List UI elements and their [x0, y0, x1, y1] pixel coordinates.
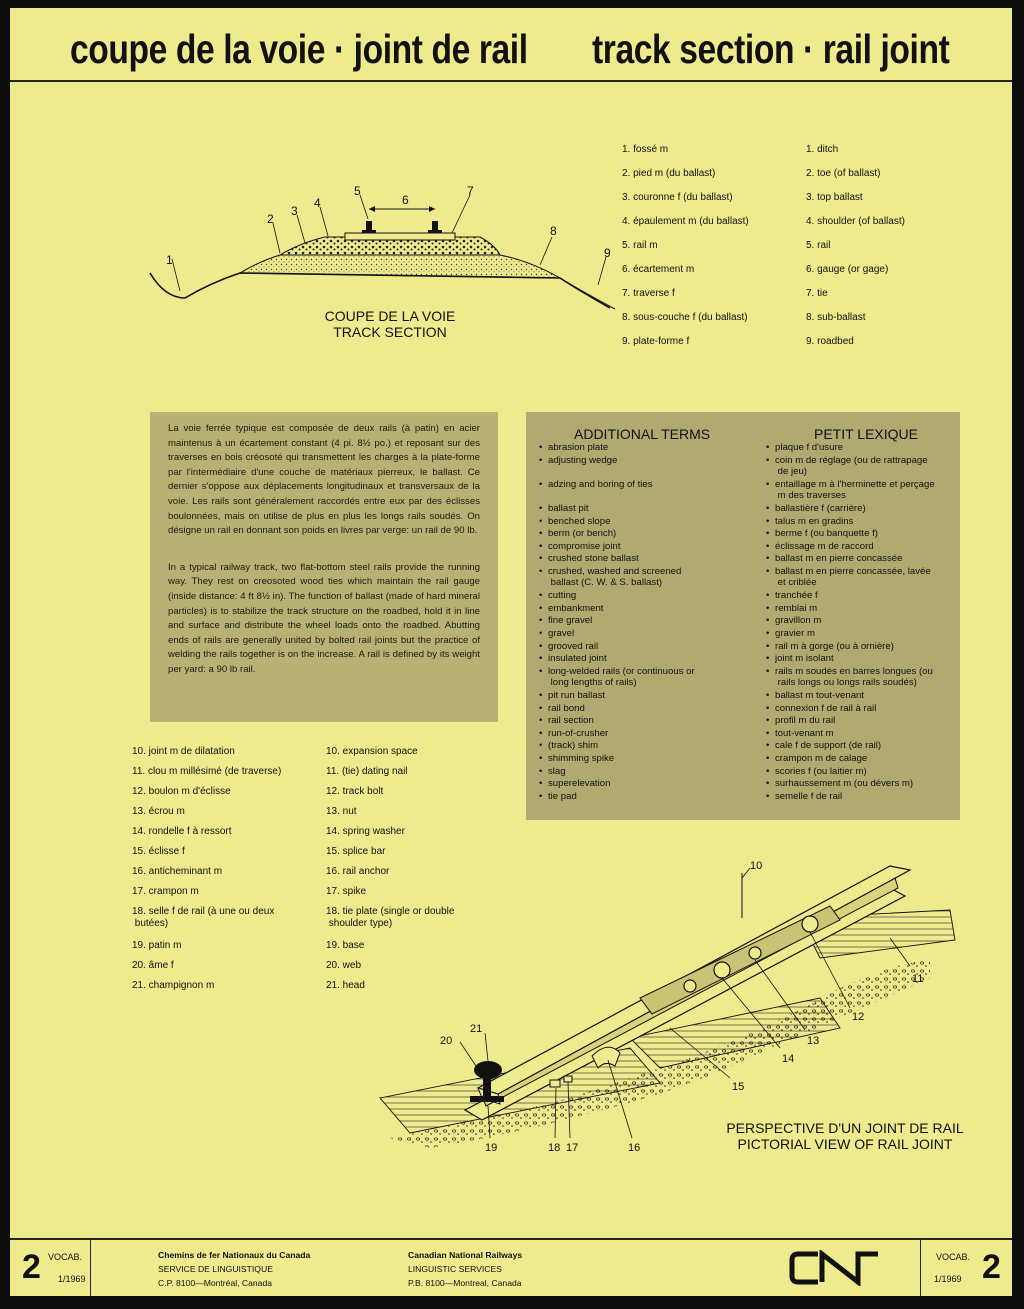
lexicon-term-fr: • coin m de réglage (ou de rattrapage de jeu) [766, 454, 928, 477]
lexicon-term-en: • long-welded rails (or continuous or long lengths of rails) [539, 665, 695, 688]
lexicon-term-en-text: cutting [548, 590, 577, 602]
lexicon-term-fr: • rails m soudés en barres longues (ou rails longs ou longs rails soudés) [766, 665, 933, 688]
diagram-callout: 3 [291, 204, 298, 218]
lexicon-term-fr-text: talus m en gradins [775, 515, 854, 527]
term-fr: 5. rail m [622, 240, 658, 251]
lexicon-term-en-text: (track) shim [548, 740, 599, 752]
date-left: 1/1969 [58, 1274, 86, 1284]
lexicon-term-fr: • scories f (ou laitier m) [766, 765, 867, 777]
track-section-caption [300, 308, 480, 340]
lexicon-term-en-text: fine gravel [548, 615, 593, 627]
lexicon-term-en: • adjusting wedge [539, 454, 618, 466]
term-fr: 6. écartement m [622, 264, 695, 275]
term-en: 8. sub-ballast [806, 312, 866, 323]
track-section-diagram [140, 173, 620, 313]
lexicon-term-fr: • éclissage m de raccord [766, 540, 874, 552]
diagram-callout: 4 [314, 196, 321, 210]
diagram-callout: 15 [732, 1081, 745, 1093]
term-en: 12. track bolt [326, 786, 384, 797]
lexicon-term-en: • rail section [539, 715, 594, 727]
lexicon-term-en: • rail bond [539, 702, 585, 714]
lexicon-term-fr-text: cale f de support (de rail) [775, 740, 882, 752]
lexicon-term-fr-text: ballastière f (carrière) [775, 503, 866, 514]
diagram-callout: 17 [566, 1142, 579, 1154]
lexicon-term-fr-text: surhaussement m (ou dévers m) [775, 778, 914, 790]
lexicon-term-fr-text: entaillage m à l'herminette et perçage m des traverses [775, 478, 935, 501]
term-en: 10. expansion space [326, 746, 418, 757]
en-org: Canadian National Railways [408, 1250, 523, 1260]
lexicon-term-en: • abrasion plate [539, 442, 609, 453]
fr-addr: C.P. 8100—Montréal, Canada [158, 1278, 273, 1288]
term-fr: 7. traverse f [622, 288, 675, 299]
vocab-label-right: VOCAB. [936, 1252, 971, 1262]
term-en: 21. head [326, 980, 365, 991]
footer-divider-left [90, 1238, 91, 1296]
lexicon-term-en: • grooved rail [539, 640, 599, 652]
lexicon-term-en-text: slag [548, 765, 566, 777]
lexicon-term-en-text: rail section [548, 715, 594, 727]
diagram-callout: 19 [485, 1142, 498, 1154]
term-en: 1. ditch [806, 144, 839, 155]
term-fr: 11. clou m millésimé (de traverse) [132, 766, 282, 777]
lexicon-term-fr: • gravillon m [766, 615, 822, 627]
diagram-callout: 9 [604, 246, 611, 260]
lexicon-term-en: • pit run ballast [539, 690, 606, 701]
term-fr: 8. sous-couche f (du ballast) [622, 312, 748, 323]
lexicon-term-fr-text: joint m isolant [775, 653, 834, 665]
lexicon-term-en: • berm (or bench) [539, 528, 617, 540]
joint-caption [710, 1120, 980, 1152]
term-en: 7. tie [806, 288, 828, 299]
caption-fr: PERSPECTIVE D'UN JOINT DE RAIL [726, 1120, 964, 1136]
lexicon-term-fr-text: plaque f d'usure [775, 442, 843, 453]
lexicon-term-fr: • cale f de support (de rail) [766, 740, 882, 752]
lexicon-term-fr: • crampon m de calage [766, 753, 868, 764]
lexicon-term-fr: • semelle f de rail [766, 790, 843, 802]
lexicon-term-fr: • berme f (ou banquette f) [766, 528, 878, 540]
term-en: 16. rail anchor [326, 866, 390, 877]
caption-fr: COUPE DE LA VOIE [324, 308, 456, 324]
term-en: 6. gauge (or gage) [806, 264, 889, 275]
diagram-callout: 6 [402, 193, 409, 207]
lexicon-term-fr-text: éclissage m de raccord [775, 540, 874, 552]
lexicon-term-en: • crushed, washed and screened ballast (C. W. & S. ballast) [539, 566, 682, 588]
lexicon-term-fr: • remblai m [766, 602, 818, 614]
footer-english-org [408, 1248, 522, 1290]
lexicon-term-en: • gravel [539, 628, 575, 639]
term-fr: 13. écrou m [132, 806, 185, 817]
lexicon-term-en: • superelevation [539, 778, 611, 790]
diagram-callout: 8 [550, 224, 557, 238]
term-fr: 16. anticheminant m [132, 866, 223, 877]
diagram-callout: 2 [267, 212, 274, 226]
term-fr: 2. pied m (du ballast) [622, 168, 716, 179]
lexicon-term-en-text: crushed, washed and screened ballast (C. W. & S. ballast) [548, 566, 682, 588]
term-en: 20. web [326, 960, 362, 971]
vocab-label-left: VOCAB. [48, 1252, 83, 1262]
lexicon-box [526, 412, 960, 820]
lexicon-term-en-text: grooved rail [548, 640, 599, 652]
term-fr: 4. épaulement m (du ballast) [622, 216, 749, 227]
lexicon-term-fr-text: coin m de réglage (ou de rattrapage de jeu) [775, 454, 928, 477]
en-addr: P.B. 8100—Montreal, Canada [408, 1278, 522, 1288]
lexicon-term-fr: • ballastière f (carrière) [766, 503, 866, 514]
lexicon-term-fr: • profil m du rail [766, 715, 836, 727]
lexicon-term-fr-text: ballast m en pierre concassée, lavée et criblée [775, 566, 931, 588]
term-en: 18. tie plate (single or double shoulder type) [326, 906, 455, 929]
lexicon-term-fr-text: rails m soudés en barres longues (ou rails longs ou longs rails soudés) [775, 665, 933, 688]
term-fr: 1. fossé m [622, 144, 669, 155]
lexicon-term-en: • insulated joint [539, 653, 607, 665]
term-en: 9. roadbed [806, 336, 854, 347]
lexicon-term-en-text: gravel [548, 628, 575, 639]
top-terms-list [622, 144, 1002, 356]
lexicon-heading-en: ADDITIONAL TERMS [574, 426, 711, 442]
vocabulary-sheet [10, 8, 1012, 1296]
lexicon-term-en-text: crushed stone ballast [548, 553, 639, 565]
caption-en: PICTORIAL VIEW OF RAIL JOINT [737, 1136, 953, 1152]
lexicon-term-en: • shimming spike [539, 753, 615, 764]
lexicon-term-en-text: ballast pit [548, 503, 589, 514]
lexicon-term-fr: • entaillage m à l'herminette et perçage m des traverses [766, 478, 935, 501]
lexicon-term-fr-text: semelle f de rail [775, 790, 843, 802]
lexicon-term-en-text: berm (or bench) [548, 528, 617, 540]
lexicon-term-en: • run-of-crusher [539, 727, 609, 739]
lexicon-heading-fr: PETIT LEXIQUE [814, 426, 918, 442]
lexicon-term-en: • tie pad [539, 790, 577, 802]
lexicon-term-en-text: abrasion plate [548, 442, 609, 453]
lexicon-term-en-text: insulated joint [548, 653, 607, 665]
term-en: 11. (tie) dating nail [326, 766, 408, 777]
term-en: 17. spike [326, 886, 367, 897]
lexicon-term-en-text: compromise joint [548, 540, 621, 552]
footer-french-org [158, 1248, 310, 1290]
lexicon-term-en: • (track) shim [539, 740, 599, 752]
fr-dept: SERVICE DE LINGUISTIQUE [158, 1264, 273, 1274]
diagram-callout: 14 [782, 1053, 795, 1065]
lexicon-term-en: • adzing and boring of ties [539, 478, 653, 490]
lexicon-term-en-text: tie pad [548, 790, 577, 802]
lexicon-term-fr: • plaque f d'usure [766, 442, 843, 453]
lexicon-term-fr: • ballast m en pierre concassée, lavée et criblée [766, 566, 931, 588]
rail-joint-diagram [370, 848, 970, 1158]
paragraph-french: La voie ferrée typique est composée de deux rails (à patin) en acier maintenus à un écartement constant (4 pi. 8½ po.) et reposant sur des traverses en bois créosoté qui transmettent les charges à la plate-forme par l'intermédiaire d'une couche de matériaux pierreux, le ballast. Ce dernier s'oppose aux déplacements longitudinaux et transversaux de la voie. Les rails sont généralement raccordés entre eux par des éclisses boulonnées, mais on utilise de plus en plus les longs rails soudés. On désigne un rail en donnant son poids en livres par verge: un rail de 90 lb. [168, 423, 480, 537]
description-box [150, 412, 498, 722]
lexicon-term-fr-text: tranchée f [775, 590, 818, 602]
term-fr: 10. joint m de dilatation [132, 746, 235, 757]
lexicon-term-fr-text: ballast m tout-venant [775, 690, 865, 701]
lexicon-term-fr: • joint m isolant [766, 653, 834, 665]
lexicon-term-fr: • tranchée f [766, 590, 818, 602]
lexicon-term-en: • benched slope [539, 515, 611, 527]
fr-org: Chemins de fer Nationaux du Canada [158, 1250, 311, 1260]
lexicon-term-en-text: adjusting wedge [548, 454, 618, 466]
term-en: 13. nut [326, 806, 357, 817]
lexicon-term-fr-text: profil m du rail [775, 715, 836, 727]
term-fr: 15. éclisse f [132, 846, 185, 857]
term-fr: 17. crampon m [132, 886, 199, 897]
lexicon-term-fr-text: berme f (ou banquette f) [775, 528, 878, 540]
diagram-callout: 12 [852, 1011, 865, 1023]
lexicon-term-fr: • rail m à gorge (ou à ornière) [766, 640, 894, 652]
lexicon-term-fr-text: ballast m en pierre concassée [775, 553, 903, 565]
cn-logo [788, 1250, 884, 1286]
lexicon-term-fr-text: scories f (ou laitier m) [775, 765, 867, 777]
lexicon-term-fr-text: rail m à gorge (ou à ornière) [775, 640, 894, 652]
term-en: 15. splice bar [326, 846, 386, 857]
lexicon-term-en-text: benched slope [548, 515, 611, 527]
lexicon-term-fr-text: connexion f de rail à rail [775, 702, 877, 714]
lexicon-term-en-text: embankment [548, 602, 604, 614]
diagram-callout: 10 [750, 860, 763, 872]
en-dept: LINGUISTIC SERVICES [408, 1264, 502, 1274]
lexicon-term-fr: • surhaussement m (ou dévers m) [766, 778, 914, 790]
lexicon-term-en-text: adzing and boring of ties [548, 478, 653, 490]
lexicon-term-en-text: long-welded rails (or continuous or long lengths of rails) [548, 665, 695, 688]
cn-logo-text: CN [788, 1250, 790, 1251]
lexicon-term-fr-text: tout-venant m [775, 727, 834, 739]
caption-en: TRACK SECTION [333, 324, 447, 340]
lexicon-term-en-text: shimming spike [548, 753, 615, 764]
lexicon-term-en: • crushed stone ballast [539, 553, 639, 565]
term-fr: 20. âme f [132, 960, 174, 971]
term-en: 2. toe (of ballast) [806, 168, 881, 179]
diagram-callout: 1 [166, 253, 173, 267]
lexicon-term-en-text: superelevation [548, 778, 611, 790]
lexicon-term-fr-text: crampon m de calage [775, 753, 868, 764]
lexicon-term-fr: • connexion f de rail à rail [766, 702, 877, 714]
diagram-callout: 5 [354, 184, 361, 198]
term-fr: 3. couronne f (du ballast) [622, 192, 733, 203]
lexicon-term-en: • slag [539, 765, 566, 777]
diagram-callout: 20 [440, 1035, 453, 1047]
diagram-callout: 11 [912, 973, 924, 985]
sheet-number-left: 2 [22, 1248, 41, 1286]
term-en: 14. spring washer [326, 826, 405, 837]
date-right: 1/1969 [934, 1274, 962, 1284]
paragraph-english: In a typical railway track, two flat-bottom steel rails provide the running way. They rest on creosoted wood ties which maintain the rail gauge (inside distance: 4 ft 8½ in). The function of ballast (made of hard mineral particles) is to stabilize the track structure on the roadbed, hold it in line and surface and distribute the wheel loads onto the roadbed. Abutting ends of rails are generally united by bolted rail joints but the practice of welding the rails together is on the increase. A rail is defined by its weight per yard: a 90 lb rail. [168, 561, 480, 675]
lexicon-term-fr: • tout-venant m [766, 727, 834, 739]
term-en: 19. base [326, 940, 365, 951]
title-english: track section · rail joint [592, 26, 950, 72]
lexicon-term-en: • embankment [539, 602, 604, 614]
term-fr: 21. champignon m [132, 980, 215, 991]
title-french: coupe de la voie · joint de rail [70, 26, 528, 72]
diagram-callout: 18 [548, 1142, 561, 1154]
lexicon-term-en: • cutting [539, 590, 577, 602]
lexicon-term-fr: • talus m en gradins [766, 515, 854, 527]
lexicon-term-en: • compromise joint [539, 540, 621, 552]
diagram-callout: 16 [628, 1142, 641, 1154]
lexicon-term-en: • fine gravel [539, 615, 593, 627]
lexicon-term-en: • ballast pit [539, 503, 589, 514]
term-en: 3. top ballast [806, 192, 863, 203]
term-fr: 19. patin m [132, 940, 182, 951]
lexicon-term-fr-text: remblai m [775, 602, 818, 614]
footer-divider-right [920, 1238, 921, 1296]
diagram-callout: 21 [470, 1023, 483, 1035]
term-en: 5. rail [806, 240, 831, 251]
lexicon-term-fr: • ballast m tout-venant [766, 690, 865, 701]
lexicon-term-en-text: pit run ballast [548, 690, 606, 701]
diagram-callout: 7 [467, 184, 474, 198]
lexicon-term-fr: • ballast m en pierre concassée [766, 553, 903, 565]
term-fr: 14. rondelle f à ressort [132, 826, 232, 837]
lexicon-term-en-text: rail bond [548, 702, 585, 714]
lexicon-term-fr-text: gravillon m [775, 615, 822, 627]
lexicon-term-fr-text: gravier m [775, 628, 815, 639]
diagram-callout: 13 [807, 1035, 820, 1047]
term-fr: 12. boulon m d'éclisse [132, 786, 231, 797]
header-rule [10, 80, 1012, 82]
footer-rule [10, 1238, 1012, 1240]
sheet-number-right: 2 [982, 1248, 1001, 1286]
term-fr: 18. selle f de rail (à une ou deux butées) [132, 906, 275, 929]
term-en: 4. shoulder (of ballast) [806, 216, 905, 227]
lexicon-term-en-text: run-of-crusher [548, 727, 609, 739]
lexicon-term-fr: • gravier m [766, 628, 815, 639]
term-fr: 9. plate-forme f [622, 336, 690, 347]
